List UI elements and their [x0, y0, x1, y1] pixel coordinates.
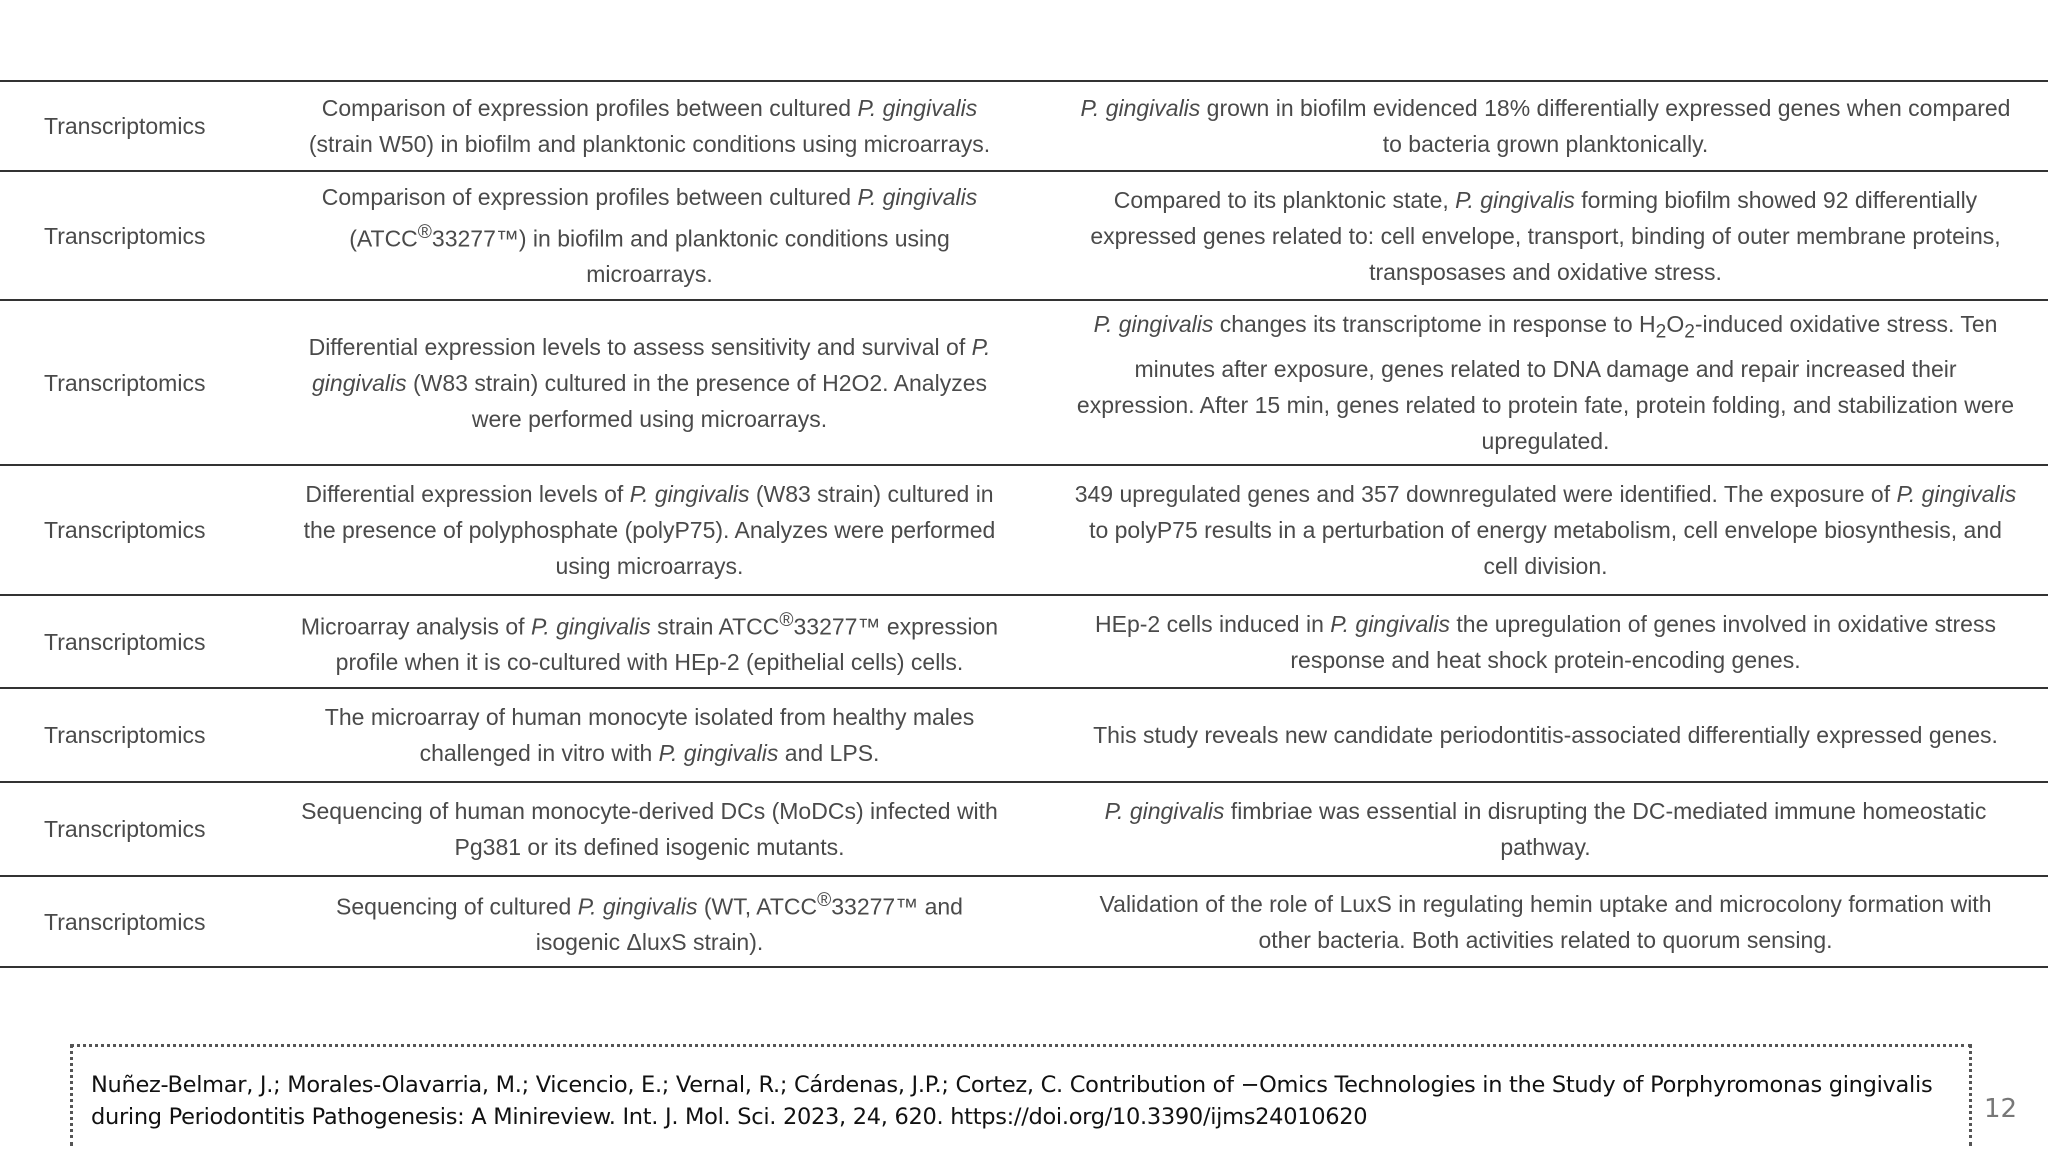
technology-cell: Transcriptomics	[44, 722, 206, 748]
study-description-cell: Microarray analysis of P. gingivalis strain ATCC®33277™ expression profile when it is co-cultured with HEp-2 (epithelial cells) cells.	[300, 609, 999, 676]
study-description-cell: Differential expression levels of P. gingivalis (W83 strain) cultured in the presence of polyphosphate (polyP75). Analyzes were performed using microarrays.	[303, 481, 996, 579]
technology-cell: Transcriptomics	[44, 113, 206, 139]
technology-cell: Transcriptomics	[44, 816, 206, 842]
study-result-cell: P. gingivalis changes its transcriptome in response to $H_2O_2$-induced oxidative stress. Ten minutes after exposure, genes related to DNA damage and repair increased their expression. After 15 min, genes related to protein fate, protein folding, and stabilization were upregulated.	[1076, 311, 2015, 454]
study-description-cell: The microarray of human monocyte isolated from healthy males challenged in vitro with P. gingivalis and LPS.	[324, 704, 975, 766]
table-row	[0, 81, 2048, 171]
study-result-cell: HEp-2 cells induced in P. gingivalis the upregulation of genes involved in oxidative stress response and heat shock protein-encoding genes.	[1095, 610, 1996, 673]
omics-studies-table	[0, 80, 2048, 968]
table-row	[0, 876, 2048, 967]
study-result-cell: Validation of the role of LuxS in regulating hemin uptake and microcolony formation with other bacteria. Both activities related to quorum sensing.	[1099, 890, 1992, 953]
study-result-cell: 349 upregulated genes and 357 downregulated were identified. The exposure of P. gingivalis to polyP75 results in a perturbation of energy metabolism, cell envelope biosynthesis, and cell division.	[1074, 481, 2017, 579]
study-description-cell: Comparison of expression profiles between cultured P. gingivalis (ATCC®33277™) in biofilm and planktonic conditions using microarrays.	[321, 183, 978, 288]
technology-cell: Transcriptomics	[44, 517, 206, 543]
study-description-cell: Differential expression levels to assess sensitivity and survival of P. gingivalis (W83 strain) cultured in the presence of H2O2. Analyzes were performed using microarrays.	[308, 333, 991, 432]
page-number: 12	[1984, 1094, 2018, 1124]
study-result-cell: P. gingivalis grown in biofilm evidenced 18% differentially expressed genes when compared to bacteria grown planktonically.	[1080, 95, 2011, 157]
study-result-cell: Compared to its planktonic state, P. gingivalis forming biofilm showed 92 differentially expressed genes related to: cell envelope, transport, binding of outer membrane proteins, transposases and oxidative stress.	[1090, 186, 2001, 285]
table-row	[0, 465, 2048, 595]
table-row	[0, 171, 2048, 300]
technology-cell: Transcriptomics	[44, 369, 206, 396]
study-description-cell: Comparison of expression profiles between cultured P. gingivalis (strain W50) in biofilm and planktonic conditions using microarrays.	[308, 95, 991, 157]
study-result-cell: P. gingivalis fimbriae was essential in disrupting the DC-mediated immune homeostatic pathway.	[1104, 798, 1987, 860]
citation-text: Nuñez-Belmar, J.; Morales-Olavarria, M.; Vicencio, E.; Vernal, R.; Cárdenas, J.P.; Cortez, C. Contribution of −Omics Technologies in the Study of Porphyromonas gingivalis during Periodontitis Pathogenesis: A Minireview. Int. J. Mol. Sci. 2023, 24, 620. https://doi.org/10.3390/ijms24010620	[91, 1072, 1933, 1130]
technology-cell: Transcriptomics	[44, 222, 206, 249]
table-row	[0, 300, 2048, 465]
citation-box	[70, 1044, 1972, 1146]
technology-cell: Transcriptomics	[44, 628, 206, 655]
technology-cell: Transcriptomics	[44, 908, 206, 935]
table-row	[0, 688, 2048, 782]
table-row	[0, 595, 2048, 688]
table-row	[0, 782, 2048, 876]
study-description-cell: Sequencing of human monocyte-derived DCs (MoDCs) infected with Pg381 or its defined isogenic mutants.	[301, 798, 998, 860]
study-description-cell: Sequencing of cultured P. gingivalis (WT, ATCC®33277™ and isogenic ΔluxS strain).	[336, 889, 963, 956]
study-result-cell: This study reveals new candidate periodontitis-associated differentially expressed genes.	[1093, 722, 1998, 748]
